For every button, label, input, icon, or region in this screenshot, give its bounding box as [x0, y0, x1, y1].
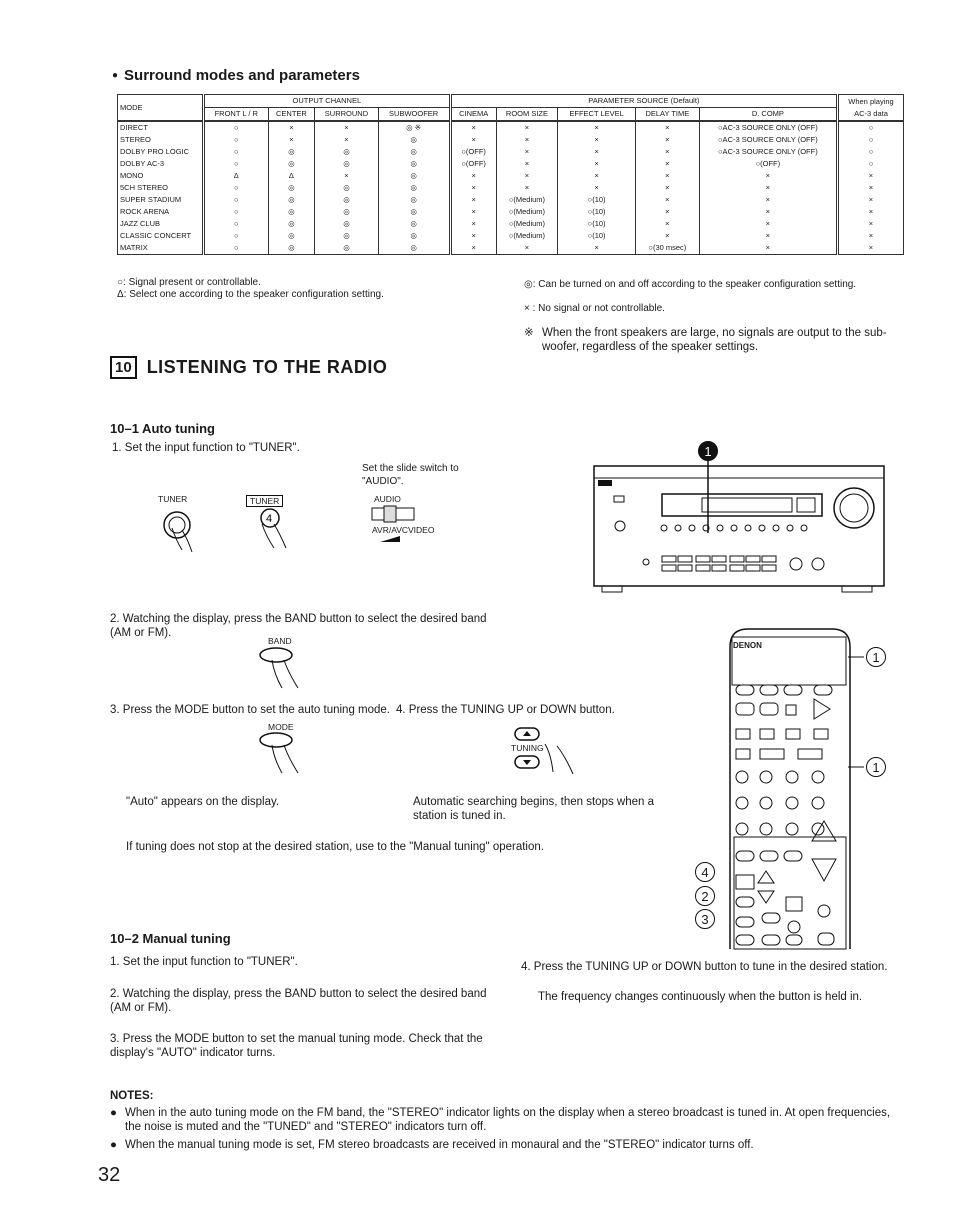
table-cell: ◎ [268, 194, 315, 206]
col-cinema: CINEMA [450, 108, 496, 122]
avr-label: AVR/AVC [372, 525, 409, 535]
table-cell: ○ [204, 218, 269, 230]
remote-illustration [728, 627, 850, 949]
table-cell: × [635, 206, 699, 218]
table-cell: × [699, 170, 837, 182]
table-cell: ◎ [268, 230, 315, 242]
band-button-icon [258, 646, 318, 700]
audio-label: AUDIO [374, 494, 401, 504]
table-cell: ○(30 msec) [635, 242, 699, 255]
table-cell: ○ [204, 146, 269, 158]
table-cell: × [496, 170, 558, 182]
callout-remote-4: 4 [695, 862, 715, 882]
table-cell: × [838, 182, 904, 194]
table-cell: × [558, 121, 636, 134]
table-cell: × [838, 218, 904, 230]
table-cell: × [315, 121, 378, 134]
table-cell: × [635, 230, 699, 242]
table-cell: × [268, 134, 315, 146]
table-cell: ○ [204, 242, 269, 255]
table-cell: ◎ [268, 242, 315, 255]
table-row [118, 194, 904, 206]
video-label: VIDEO [408, 525, 435, 535]
note-mark: ※ [524, 327, 534, 339]
callout-receiver: 1 [698, 441, 718, 461]
auto-tuning-heading: 10–1 Auto tuning [110, 421, 215, 436]
table-cell: × [699, 182, 837, 194]
parameter-source-header: PARAMETER SOURCE (Default) [450, 95, 837, 108]
table-row [118, 218, 904, 230]
table-row [118, 134, 904, 146]
surround-modes-table [117, 94, 904, 255]
page-number: 32 [98, 1164, 121, 1186]
table-cell: ◎ [268, 206, 315, 218]
mode-cell: JAZZ CLUB [118, 218, 204, 230]
table-cell: × [315, 134, 378, 146]
auto-appears: "Auto" appears on the display. [126, 796, 280, 808]
legend-double: ◎: Can be turned on and off according to the speaker configuration setting. [524, 279, 857, 290]
auto-step3: 3. Press the MODE button to set the auto tuning mode. [110, 704, 390, 716]
table-cell: ○AC-3 SOURCE ONLY (OFF) [699, 146, 837, 158]
table-cell: × [699, 218, 837, 230]
note-1: When in the auto tuning mode on the FM band, the "STEREO" indicator lights on the display when a stereo broadcast is tuned in. At open frequencies, the noise is muted and the "TUNED" and "STEREO" indicators turn off. [125, 1107, 891, 1133]
tuning-buttons-icon [515, 728, 585, 782]
col-mode: MODE [118, 95, 204, 122]
table-cell: × [496, 121, 558, 134]
table-cell: × [635, 134, 699, 146]
callout-remote-1b: 1 [866, 757, 886, 777]
table-cell: × [838, 230, 904, 242]
slide-switch-icon [372, 506, 414, 542]
table-row [118, 158, 904, 170]
table-cell: ◎ [378, 206, 450, 218]
table-cell: × [699, 230, 837, 242]
tuning-label: TUNING [511, 743, 544, 753]
table-cell: ◎ [378, 158, 450, 170]
table-cell: ○(Medium) [496, 206, 558, 218]
table-cell: ◎ [268, 158, 315, 170]
table-cell: ○(OFF) [699, 158, 837, 170]
table-cell: ◎ [315, 218, 378, 230]
mode-cell: SUPER STADIUM [118, 194, 204, 206]
table-row [118, 206, 904, 218]
section-number: 10 [110, 356, 137, 379]
table-cell: ◎ [378, 218, 450, 230]
step1-illustration [150, 500, 450, 560]
col-effect-level: EFFECT LEVEL [558, 108, 636, 122]
table-cell: × [450, 218, 496, 230]
table-cell: × [558, 146, 636, 158]
table-cell: × [558, 158, 636, 170]
auto-search: Automatic searching begins, then stops when a station is tuned in. [413, 796, 655, 822]
table-cell: ○ [204, 194, 269, 206]
table-row [118, 230, 904, 242]
radio-section-heading [110, 356, 387, 379]
table-cell: ◎ ※ [378, 121, 450, 134]
surround-section-title: ● Surround modes and parameters [112, 67, 360, 84]
table-cell: × [450, 206, 496, 218]
table-cell: × [558, 242, 636, 255]
table-cell: × [450, 134, 496, 146]
table-cell: ○(OFF) [450, 158, 496, 170]
slide-note: Set the slide switch to "AUDIO". [362, 463, 459, 487]
table-cell: ○(Medium) [496, 218, 558, 230]
mode-label: MODE [268, 722, 294, 732]
manual-tuning-heading: 10–2 Manual tuning [110, 931, 231, 946]
manual-step3: 3. Press the MODE button to set the manual tuning mode. Check that the display's "AUTO" indicator turns. [110, 1033, 483, 1059]
table-cell: ○ [204, 121, 269, 134]
receiver-illustration [592, 438, 892, 598]
table-cell: ○(10) [558, 230, 636, 242]
table-cell: × [496, 134, 558, 146]
table-cell: ◎ [378, 170, 450, 182]
table-cell: × [838, 194, 904, 206]
manual-step1: 1. Set the input function to "TUNER". [110, 956, 298, 968]
table-cell: ○(Medium) [496, 194, 558, 206]
table-row [118, 146, 904, 158]
mode-cell: ROCK ARENA [118, 206, 204, 218]
table-row [118, 170, 904, 182]
table-cell: ○ [838, 134, 904, 146]
table-cell: × [699, 206, 837, 218]
legend-triangle: Δ: Select one according to the speaker configuration setting. [117, 289, 384, 300]
table-cell: ◎ [268, 182, 315, 194]
table-cell: ◎ [378, 182, 450, 194]
table-cell: ◎ [315, 158, 378, 170]
col-subwoofer: SUBWOOFER [378, 108, 450, 122]
table-cell: ◎ [378, 194, 450, 206]
table-cell: × [635, 182, 699, 194]
mode-cell: CLASSIC CONCERT [118, 230, 204, 242]
table-cell: ○ [838, 158, 904, 170]
when-playing-header: When playing AC-3 data [838, 95, 904, 122]
tuner-button-icon [164, 512, 192, 552]
table-cell: × [558, 170, 636, 182]
callout-remote-3: 3 [695, 909, 715, 929]
col-dcomp: D. COMP [699, 108, 837, 122]
table-cell: × [450, 121, 496, 134]
table-cell: × [635, 158, 699, 170]
table-cell: × [450, 242, 496, 255]
table-cell: ○AC-3 SOURCE ONLY (OFF) [699, 134, 837, 146]
table-cell: Δ [268, 170, 315, 182]
table-cell: ○ [204, 182, 269, 194]
table-cell: ◎ [378, 134, 450, 146]
table-cell: × [635, 218, 699, 230]
mode-cell: DIRECT [118, 121, 204, 134]
table-cell: × [558, 182, 636, 194]
section-title: LISTENING TO THE RADIO [146, 357, 388, 377]
table-cell: × [450, 194, 496, 206]
note-2: When the manual tuning mode is set, FM stereo broadcasts are received in monaural and the "STEREO" indicator turns off. [125, 1139, 754, 1151]
table-cell: ○AC-3 SOURCE ONLY (OFF) [699, 121, 837, 134]
table-cell: ◎ [378, 242, 450, 255]
table-cell: ○ [204, 134, 269, 146]
mode-cell: MONO [118, 170, 204, 182]
tuner-select-button-icon [261, 509, 286, 548]
table-cell: ◎ [268, 146, 315, 158]
manual-step4b: The frequency changes continuously when the button is held in. [538, 991, 863, 1003]
table-cell: ◎ [378, 146, 450, 158]
mode-cell: 5CH STEREO [118, 182, 204, 194]
table-cell: ○(10) [558, 218, 636, 230]
table-cell: × [635, 121, 699, 134]
table-cell: ○(10) [558, 194, 636, 206]
table-cell: × [496, 182, 558, 194]
tuner-box-label: TUNER [246, 495, 283, 507]
mode-cell: STEREO [118, 134, 204, 146]
table-cell: × [315, 170, 378, 182]
table-cell: × [838, 170, 904, 182]
tuner-label: TUNER [158, 494, 188, 504]
table-cell: ◎ [315, 194, 378, 206]
table-cell: ◎ [315, 230, 378, 242]
table-cell: × [450, 182, 496, 194]
table-row [118, 121, 904, 134]
table-cell: × [699, 242, 837, 255]
col-delay-time: DELAY TIME [635, 108, 699, 122]
table-cell: × [838, 206, 904, 218]
table-cell: ◎ [315, 242, 378, 255]
mode-cell: DOLBY PRO LOGIC [118, 146, 204, 158]
table-row [118, 242, 904, 255]
col-room-size: ROOM SIZE [496, 108, 558, 122]
table-cell: × [558, 134, 636, 146]
callout-remote-1a: 1 [866, 647, 886, 667]
col-surround: SURROUND [315, 108, 378, 122]
remote-brand: DENON [733, 641, 762, 650]
auto-step1: 1. Set the input function to "TUNER". [112, 442, 300, 454]
table-cell: ◎ [378, 230, 450, 242]
notes-heading: NOTES: [110, 1090, 154, 1102]
if-not-stop: If tuning does not stop at the desired station, use to the "Manual tuning" operation. [126, 841, 544, 853]
table-cell: × [496, 242, 558, 255]
table-cell: × [635, 146, 699, 158]
table-cell: ○ [838, 121, 904, 134]
table-cell: ○(10) [558, 206, 636, 218]
table-cell: × [635, 194, 699, 206]
legend-cross: × : No signal or not controllable. [524, 303, 665, 314]
table-cell: × [450, 230, 496, 242]
table-row [118, 182, 904, 194]
table-cell: × [268, 121, 315, 134]
mode-cell: DOLBY AC-3 [118, 158, 204, 170]
mode-button-icon [258, 731, 318, 787]
callout-remote-2: 2 [695, 886, 715, 906]
table-cell: × [635, 170, 699, 182]
table-cell: ◎ [315, 182, 378, 194]
table-cell: × [496, 158, 558, 170]
table-cell: ○(OFF) [450, 146, 496, 158]
table-body [118, 121, 904, 255]
col-front: FRONT L / R [204, 108, 269, 122]
table-cell: ◎ [315, 146, 378, 158]
auto-step2: 2. Watching the display, press the BAND button to select the desired band (AM or FM). [110, 613, 487, 639]
manual-step2: 2. Watching the display, press the BAND button to select the desired band (AM or FM). [110, 988, 487, 1014]
table-cell: ◎ [268, 218, 315, 230]
table-cell: Δ [204, 170, 269, 182]
output-channel-header: OUTPUT CHANNEL [204, 95, 451, 108]
mode-cell: MATRIX [118, 242, 204, 255]
svg-text:4: 4 [266, 513, 273, 525]
table-cell: ◎ [315, 206, 378, 218]
band-label: BAND [268, 636, 292, 646]
table-cell: × [838, 242, 904, 255]
table-cell: ○ [204, 158, 269, 170]
table-cell: × [450, 170, 496, 182]
table-cell: ○ [838, 146, 904, 158]
table-cell: × [699, 194, 837, 206]
manual-step4: 4. Press the TUNING UP or DOWN button to tune in the desired station. [521, 961, 888, 973]
table-cell: ○ [204, 206, 269, 218]
table-cell: ○ [204, 230, 269, 242]
table-cell: ○(Medium) [496, 230, 558, 242]
legend-note: When the front speakers are large, no signals are output to the sub-woofer, regardless of the speaker settings. [542, 327, 887, 353]
auto-step4: 4. Press the TUNING UP or DOWN button. [396, 704, 615, 716]
table-cell: × [496, 146, 558, 158]
legend-circle: ○: Signal present or controllable. [117, 277, 261, 288]
col-center: CENTER [268, 108, 315, 122]
